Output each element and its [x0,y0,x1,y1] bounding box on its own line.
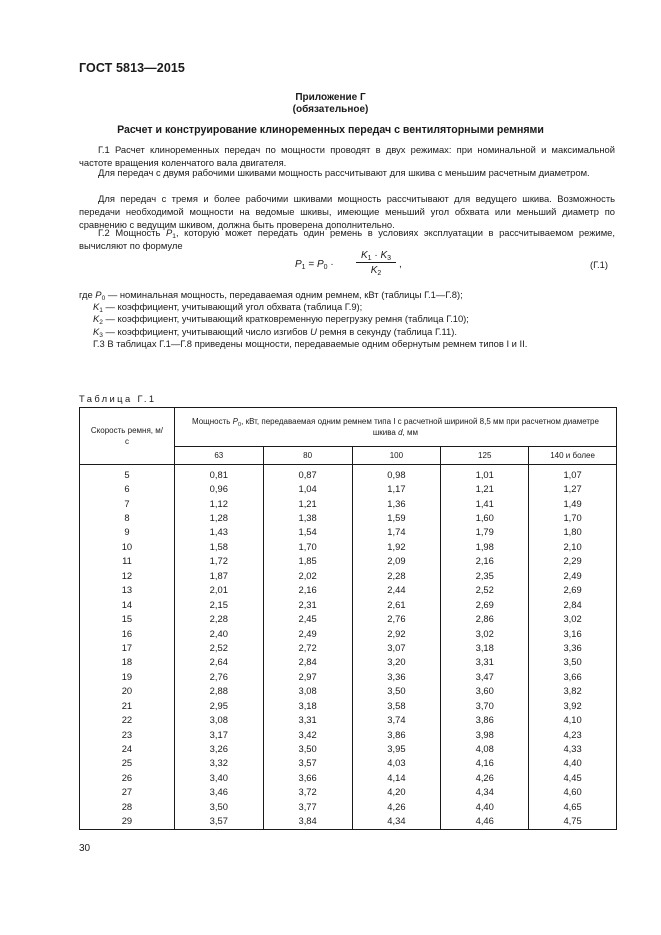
table-row [80,727,617,741]
formula-legend [79,289,619,350]
table-row [80,770,617,784]
cell-power: 2,16 [263,583,352,597]
cell-speed: 13 [80,583,175,597]
legend-k1: $K_1$ — коэффициент, учитывающий угол обхвата (таблица Г.9); [93,301,363,315]
table-row [80,465,617,482]
cell-power: 1,74 [352,525,441,539]
cell-power: 2,02 [263,568,352,582]
cell-power: 3,50 [263,741,352,755]
cell-speed: 25 [80,756,175,770]
cell-power: 3,17 [174,727,263,741]
cell-power: 1,21 [263,496,352,510]
cell-speed: 29 [80,814,175,830]
cell-power: 3,42 [263,727,352,741]
cell-power: 3,50 [352,684,441,698]
cell-power: 1,12 [174,496,263,510]
cell-speed: 18 [80,655,175,669]
table-row [80,698,617,712]
appendix-status: (обязательное) [292,104,369,115]
legend-k3: $K_3$ — коэффициент, учитывающий число изгибов U ремня в секунду (таблица Г.11). [93,325,457,339]
cell-power: 3,08 [174,712,263,726]
table-row [80,785,617,799]
cell-power: 3,36 [352,669,441,683]
cell-power: 2,01 [174,583,263,597]
cell-power: 2,52 [174,640,263,654]
page-number: 30 [79,843,91,854]
cell-power: 4,34 [352,814,441,830]
cell-power: 1,79 [441,525,529,539]
cell-power: 2,29 [529,554,617,568]
cell-power: 3,50 [174,799,263,813]
formula-number: (Г.1) [590,259,608,270]
cell-power: 1,60 [441,510,529,524]
cell-speed: 20 [80,684,175,698]
cell-speed: 17 [80,640,175,654]
cell-power: 4,26 [441,770,529,784]
cell-power: 4,60 [529,785,617,799]
cell-power: 2,10 [529,539,617,553]
cell-power: 3,66 [529,669,617,683]
cell-power: 1,85 [263,554,352,568]
cell-power: 2,84 [263,655,352,669]
cell-speed: 24 [80,741,175,755]
cell-power: 3,02 [529,611,617,625]
cell-power: 1,38 [263,510,352,524]
column-header-power: Мощность $P_0$, кВт, передаваемая одним ремнем типа I с расчетной шириной 8,5 мм при расчетном диаметре шкива d, мм [174,408,616,447]
cell-power: 2,95 [174,698,263,712]
cell-speed: 27 [80,785,175,799]
table-row [80,756,617,770]
power-table [79,407,617,830]
cell-speed: 28 [80,799,175,813]
cell-power: 2,76 [174,669,263,683]
cell-power: 2,35 [441,568,529,582]
cell-power: 4,75 [529,814,617,830]
cell-power: 0,81 [174,465,263,482]
legend-k2: $K_2$ — коэффициент, учитывающий кратковременную перегрузку ремня (таблица Г.10); [93,313,469,327]
cell-power: 1,92 [352,539,441,553]
cell-power: 2,69 [529,583,617,597]
cell-power: 2,69 [441,597,529,611]
column-header-diameter-125: 125 [441,447,529,465]
cell-power: 2,49 [263,626,352,640]
cell-speed: 26 [80,770,175,784]
cell-power: 1,70 [263,539,352,553]
table-row [80,554,617,568]
cell-power: 3,46 [174,785,263,799]
cell-power: 4,03 [352,756,441,770]
cell-power: 1,28 [174,510,263,524]
column-header-diameter-80: 80 [263,447,352,465]
cell-power: 1,07 [529,465,617,482]
cell-power: 4,08 [441,741,529,755]
paragraph-two-pulleys: Для передач с двумя рабочими шкивами мощность рассчитывают для шкива с меньшим расчетным диаметром. [98,167,590,178]
document-header: ГОСТ 5813—2015 [79,61,185,75]
cell-power: 1,54 [263,525,352,539]
table-row [80,597,617,611]
cell-power: 2,16 [441,554,529,568]
cell-power: 1,80 [529,525,617,539]
cell-power: 2,28 [174,611,263,625]
cell-power: 3,84 [263,814,352,830]
cell-power: 3,32 [174,756,263,770]
cell-power: 3,08 [263,684,352,698]
appendix-title: Приложение Г [295,92,366,103]
cell-power: 1,21 [441,481,529,495]
cell-power: 2,97 [263,669,352,683]
cell-power: 4,40 [529,756,617,770]
cell-speed: 19 [80,669,175,683]
legend-p0: где $P_0$ — номинальная мощность, передаваемая одним ремнем, кВт (таблицы Г.1—Г.8); [79,289,463,302]
column-header-diameter-140: 140 и более [529,447,617,465]
cell-power: 2,92 [352,626,441,640]
table-row [80,799,617,813]
cell-power: 1,04 [263,481,352,495]
cell-power: 2,52 [441,583,529,597]
cell-speed: 5 [80,465,175,482]
cell-power: 2,09 [352,554,441,568]
cell-power: 3,47 [441,669,529,683]
table-row [80,741,617,755]
column-header-speed: Скорость ремня, м/с [80,408,175,465]
cell-power: 3,57 [174,814,263,830]
cell-power: 0,98 [352,465,441,482]
cell-power: 4,23 [529,727,617,741]
cell-power: 1,72 [174,554,263,568]
paragraph-three-pulleys: Для передач с тремя и более рабочими шкивами мощность рассчитывают для ведущего шкива. Возможность передачи необходимой мощности на ведомые шкивы, имеющие меньший угол обхвата или меньший диаметр по сравнению с ведущим шкивом, должна быть проверена дополнительно. [79,193,615,230]
cell-power: 4,16 [441,756,529,770]
table-row [80,626,617,640]
cell-power: 3,74 [352,712,441,726]
cell-speed: 16 [80,626,175,640]
cell-speed: 23 [80,727,175,741]
cell-speed: 6 [80,481,175,495]
cell-power: 3,16 [529,626,617,640]
cell-power: 3,92 [529,698,617,712]
cell-power: 1,36 [352,496,441,510]
cell-power: 4,10 [529,712,617,726]
cell-speed: 12 [80,568,175,582]
cell-power: 3,40 [174,770,263,784]
cell-power: 3,66 [263,770,352,784]
cell-power: 3,57 [263,756,352,770]
section-title: Расчет и конструирование клиноременных передач с вентиляторными ремнями [117,124,544,136]
column-header-diameter-63: 63 [174,447,263,465]
cell-power: 4,33 [529,741,617,755]
cell-power: 3,18 [441,640,529,654]
cell-power: 1,49 [529,496,617,510]
cell-speed: 21 [80,698,175,712]
table-row [80,496,617,510]
cell-speed: 15 [80,611,175,625]
cell-power: 1,87 [174,568,263,582]
cell-power: 1,59 [352,510,441,524]
cell-power: 3,36 [529,640,617,654]
cell-power: 1,01 [441,465,529,482]
cell-speed: 7 [80,496,175,510]
cell-power: 2,64 [174,655,263,669]
column-header-diameter-100: 100 [352,447,441,465]
cell-power: 3,86 [352,727,441,741]
table-row [80,525,617,539]
cell-power: 3,26 [174,741,263,755]
cell-power: 3,77 [263,799,352,813]
cell-power: 0,87 [263,465,352,482]
cell-power: 3,82 [529,684,617,698]
cell-power: 3,86 [441,712,529,726]
cell-power: 3,31 [263,712,352,726]
table-row [80,583,617,597]
table-row [80,712,617,726]
table-row [80,640,617,654]
cell-power: 4,34 [441,785,529,799]
cell-power: 2,88 [174,684,263,698]
paragraph-g1: Г.1 Расчет клиноременных передач по мощности проводят в двух режимах: при номинальной и максимальной частоте вращения коленчатого вала двигателя. [79,144,615,168]
cell-power: 4,20 [352,785,441,799]
cell-power: 3,70 [441,698,529,712]
cell-power: 3,02 [441,626,529,640]
table-row [80,684,617,698]
cell-power: 2,86 [441,611,529,625]
cell-power: 1,43 [174,525,263,539]
cell-power: 2,76 [352,611,441,625]
table-row [80,539,617,553]
formula-fraction: $\frac{K_1 \cdot K_3}{K_2}$ [356,250,396,276]
cell-speed: 22 [80,712,175,726]
cell-power: 3,07 [352,640,441,654]
cell-power: 3,72 [263,785,352,799]
cell-power: 1,58 [174,539,263,553]
cell-power: 3,20 [352,655,441,669]
cell-power: 1,41 [441,496,529,510]
cell-power: 1,98 [441,539,529,553]
cell-power: 4,46 [441,814,529,830]
cell-power: 2,28 [352,568,441,582]
cell-power: 1,17 [352,481,441,495]
table-row [80,611,617,625]
cell-power: 2,61 [352,597,441,611]
cell-power: 2,44 [352,583,441,597]
cell-power: 0,96 [174,481,263,495]
cell-power: 2,31 [263,597,352,611]
table-row [80,669,617,683]
cell-power: 2,40 [174,626,263,640]
cell-power: 2,72 [263,640,352,654]
table-row [80,814,617,830]
cell-speed: 11 [80,554,175,568]
cell-power: 3,50 [529,655,617,669]
cell-power: 3,31 [441,655,529,669]
cell-power: 4,45 [529,770,617,784]
cell-power: 4,65 [529,799,617,813]
cell-speed: 10 [80,539,175,553]
cell-power: 4,14 [352,770,441,784]
cell-speed: 14 [80,597,175,611]
paragraph-g2: Г.2 Мощность $P_1$, которую может передать один ремень в условиях эксплуатации в рассчитываемом режиме, вычисляют по формуле [79,227,615,251]
table-row [80,510,617,524]
cell-power: 2,49 [529,568,617,582]
cell-power: 2,84 [529,597,617,611]
cell-power: 1,27 [529,481,617,495]
table-row [80,481,617,495]
cell-speed: 9 [80,525,175,539]
cell-power: 4,40 [441,799,529,813]
cell-power: 2,45 [263,611,352,625]
formula-g1: $P_1 = P_0$ · $\frac{K_1 \cdot K_3}{K_2}$ , [295,250,402,277]
cell-power: 1,70 [529,510,617,524]
cell-power: 3,58 [352,698,441,712]
table-caption: Таблица Г.1 [79,393,157,404]
cell-speed: 8 [80,510,175,524]
table-row [80,655,617,669]
cell-power: 3,95 [352,741,441,755]
cell-power: 2,15 [174,597,263,611]
paragraph-g3: Г.3 В таблицах Г.1—Г.8 приведены мощности, передаваемые одним обернутым ремнем типов I и II. [93,337,528,349]
cell-power: 3,98 [441,727,529,741]
cell-power: 3,60 [441,684,529,698]
cell-power: 3,18 [263,698,352,712]
cell-power: 4,26 [352,799,441,813]
table-body [80,465,617,830]
table-row [80,568,617,582]
